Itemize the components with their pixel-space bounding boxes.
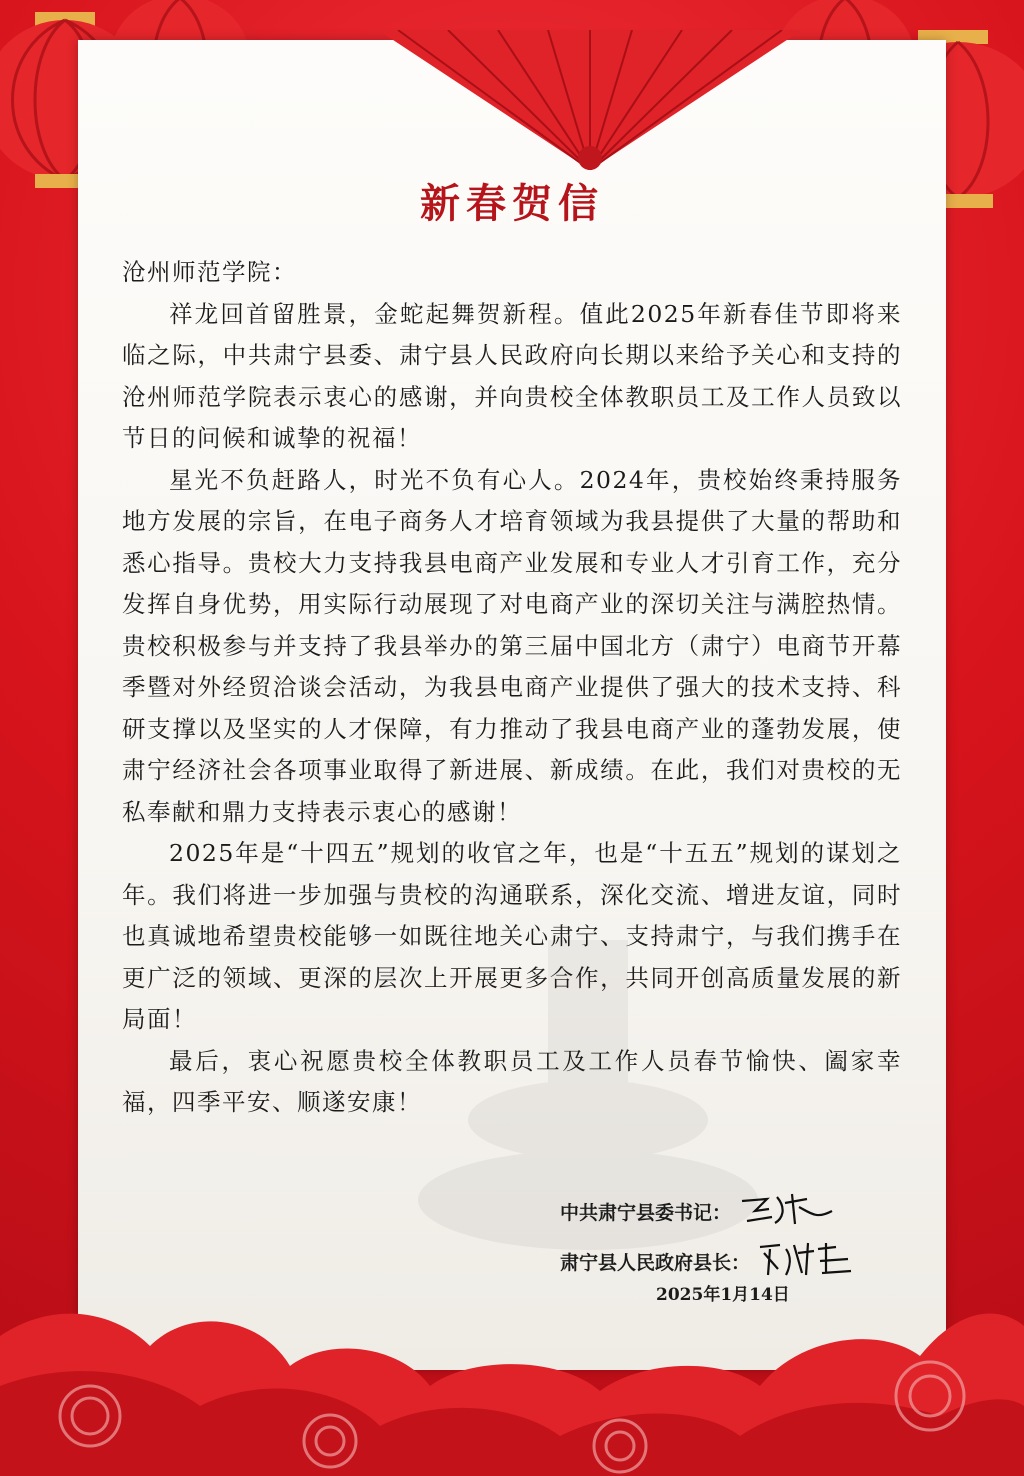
signature-block <box>560 1186 920 1286</box>
letter-body <box>122 252 902 1124</box>
paragraph: 祥龙回首留胜景，金蛇起舞贺新程。值此2025年新春佳节即将来临之际，中共肃宁县委、肃宁县人民政府向长期以来给予关心和支持的沧州师范学院表示衷心的感谢，并向贵校全体教职员工及工作人员致以节日的问候和诚挚的祝福！ <box>122 299 902 452</box>
letter-date: 2025年1月14日 <box>656 1285 790 1305</box>
salutation: 沧州师范学院： <box>122 258 297 286</box>
letter-title: 新春贺信 <box>420 180 604 227</box>
paper-fan-icon <box>378 30 802 170</box>
auspicious-cloud-icon <box>0 1276 1024 1476</box>
signatory-title: 肃宁县人民政府县长： <box>560 1251 751 1274</box>
signatory-title: 中共肃宁县委书记： <box>560 1201 732 1224</box>
signatory-row <box>560 1186 920 1236</box>
paragraph: 2025年是“十四五”规划的收官之年，也是“十五五”规划的谋划之年。我们将进一步加强与贵校的沟通联系，深化交流、增进友谊，同时也真诚地希望贵校能够一如既往地关心肃宁、支持肃宁，与我们携手在更广泛的领域、更深的层次上开展更多合作，共同开创高质量发展的新局面！ <box>122 839 902 1033</box>
paragraph: 星光不负赶路人，时光不负有心人。2024年，贵校始终秉持服务地方发展的宗旨，在电子商务人才培育领域为我县提供了大量的帮助和悉心指导。贵校大力支持我县电商产业发展和专业人才引育工作，充分发挥自身优势，用实际行动展现了对电商产业的深切关注与满腔热情。贵校积极参与并支持了我县举办的第三届中国北方（肃宁）电商节开幕季暨对外经贸洽谈会活动，为我县电商产业提供了强大的技术支持、科研支撑以及坚实的人才保障，有力推动了我县电商产业的蓬勃发展，使肃宁经济社会各项事业取得了新进展、新成绩。在此，我们对贵校的无私奉献和鼎力支持表示衷心的感谢！ <box>122 465 902 826</box>
paragraph: 最后，衷心祝愿贵校全体教职员工及工作人员春节愉快、阖家幸福，四季平安、顺遂安康！ <box>122 1046 902 1116</box>
handwritten-signature <box>737 1189 837 1234</box>
